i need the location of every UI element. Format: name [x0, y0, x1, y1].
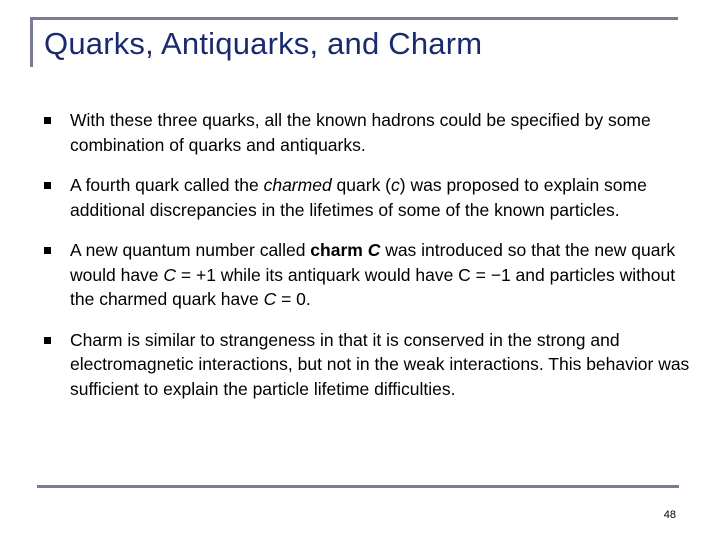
bullet-list	[44, 108, 694, 417]
page-number: 48	[663, 509, 676, 521]
bullet-italic-symbol: C	[163, 264, 177, 285]
bullet-text-segment: ) was proposed to explain some additional discrepancies in the lifetimes of some of the known particles.	[70, 175, 647, 220]
bullet-item	[44, 238, 694, 312]
bullet-text: Charm is similar to strangeness in that it is conserved in the strong and electromagnetic interactions, but not in the weak interactions. This behavior was sufficient to explain the particle lifetime difficulties.	[70, 329, 690, 399]
bullet-bold-italic-symbol: C	[367, 240, 381, 260]
bullet-italic-term: charmed	[263, 175, 332, 195]
square-bullet-icon	[44, 337, 51, 344]
title-rule-left	[30, 17, 33, 67]
bullet-text-segment: quark (	[331, 175, 392, 195]
bullet-text: With these three quarks, all the known hadrons could be specified by some combination of quarks and antiquarks.	[70, 110, 651, 155]
bullet-item	[44, 108, 694, 157]
title-rule-top	[30, 17, 678, 20]
footer-rule	[37, 485, 679, 488]
square-bullet-icon	[44, 182, 51, 189]
slide-title: Quarks, Antiquarks, and Charm	[44, 26, 483, 61]
bullet-text-segment: A fourth quark called the	[70, 175, 264, 195]
bullet-text-segment: A new quantum number called	[70, 240, 311, 260]
bullet-bold-term: charm	[310, 240, 368, 260]
bullet-text-segment: was introduced so that the new quark would have	[70, 240, 676, 285]
square-bullet-icon	[44, 247, 51, 254]
bullet-italic-symbol: C	[263, 289, 277, 309]
bullet-item	[44, 328, 694, 402]
bullet-item	[44, 173, 694, 222]
square-bullet-icon	[44, 117, 51, 124]
bullet-text-segment: = 0.	[276, 289, 311, 309]
bullet-text-segment: = +1 while its antiquark would have C = −1 and particles without the charmed quark have	[70, 264, 676, 309]
bullet-italic-symbol: c	[391, 175, 400, 195]
